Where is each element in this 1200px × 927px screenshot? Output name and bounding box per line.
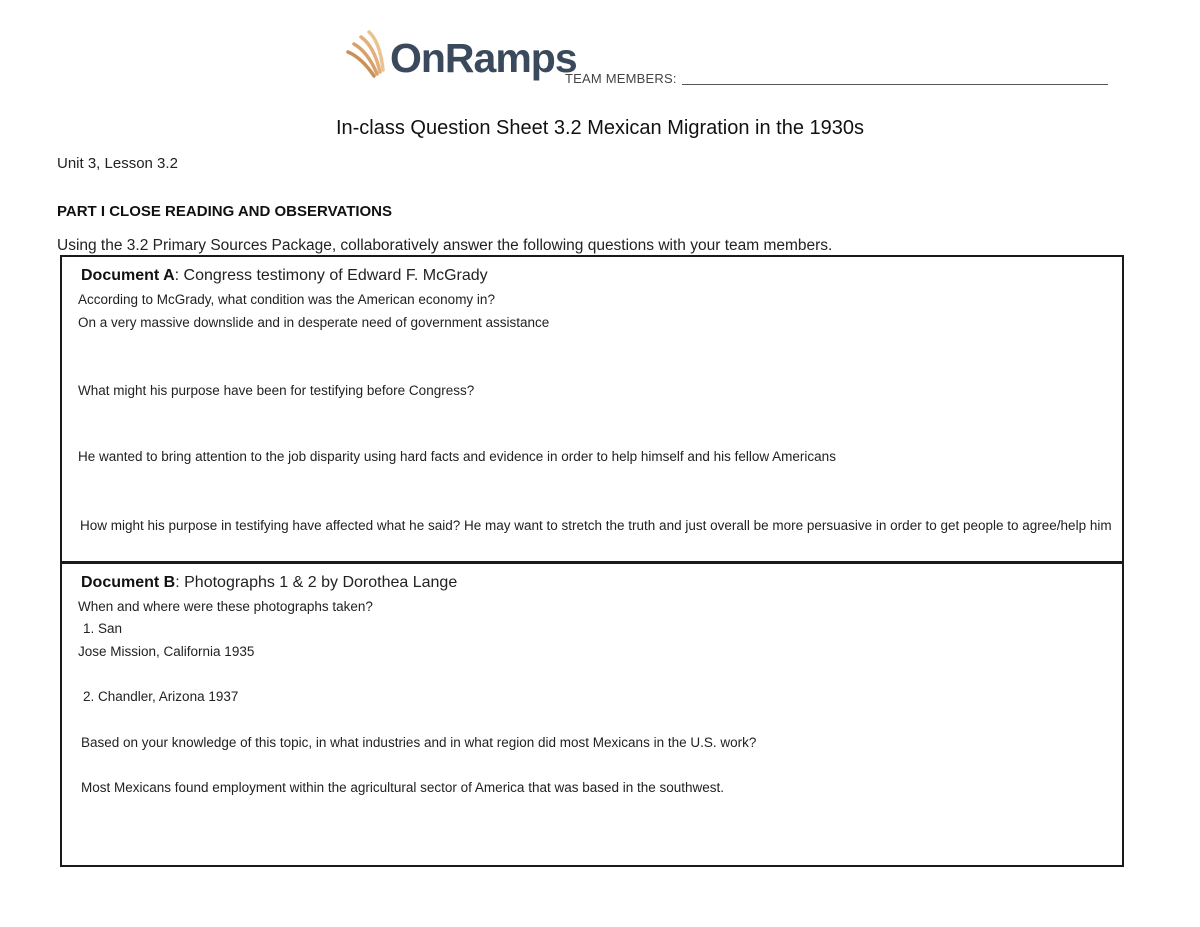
document-b-box — [60, 561, 1124, 867]
document-b-question-2: Based on your knowledge of this topic, in what industries and in what region did most Mexicans in the U.S. work? — [81, 735, 757, 750]
instructions: Using the 3.2 Primary Sources Package, collaboratively answer the following questions with your team members. — [57, 237, 833, 254]
document-b-question-1: When and where were these photographs taken? — [78, 599, 373, 614]
document-a-label: Document A — [81, 267, 175, 284]
onramps-logo-icon — [344, 30, 388, 80]
document-b-heading — [81, 574, 457, 592]
document-a-subtitle: : Congress testimony of Edward F. McGrady — [174, 267, 488, 284]
document-b-answer-1-item-2: 2. Chandler, Arizona 1937 — [83, 689, 239, 704]
onramps-logo-text: OnRamps — [390, 35, 577, 81]
unit-lesson: Unit 3, Lesson 3.2 — [57, 155, 178, 172]
document-b-answer-2: Most Mexicans found employment within the agricultural sector of America that was based in the southwest. — [81, 780, 725, 795]
document-b-answer-1-line-2: Jose Mission, California 1935 — [78, 644, 255, 659]
document-a-question-3: How might his purpose in testifying have affected what he said? He may want to stretch the truth and just overall be more persuasive in order to get people to agree/help him — [80, 518, 1112, 533]
page-title: In-class Question Sheet 3.2 Mexican Migration in the 1930s — [335, 117, 865, 139]
document-a-question-1: According to McGrady, what condition was the American economy in? — [78, 292, 495, 307]
document-a-question-2: What might his purpose have been for testifying before Congress? — [78, 383, 475, 398]
document-b-subtitle: : Photographs 1 & 2 by Dorothea Lange — [175, 574, 458, 591]
team-members-field — [565, 71, 1108, 86]
team-members-label: TEAM MEMBERS: — [565, 71, 677, 86]
document-b-answer-1-line-1: 1. San — [83, 621, 123, 636]
document-a-answer-1: On a very massive downslide and in desperate need of government assistance — [78, 315, 550, 330]
part-heading: PART I CLOSE READING AND OBSERVATIONS — [57, 203, 393, 220]
document-a-answer-2: He wanted to bring attention to the job disparity using hard facts and evidence in order to help himself and his fellow Americans — [78, 449, 836, 464]
document-b-label: Document B — [81, 574, 176, 591]
document-a-box — [60, 255, 1124, 564]
team-members-blank-line — [682, 84, 1108, 85]
document-a-heading — [81, 267, 488, 285]
